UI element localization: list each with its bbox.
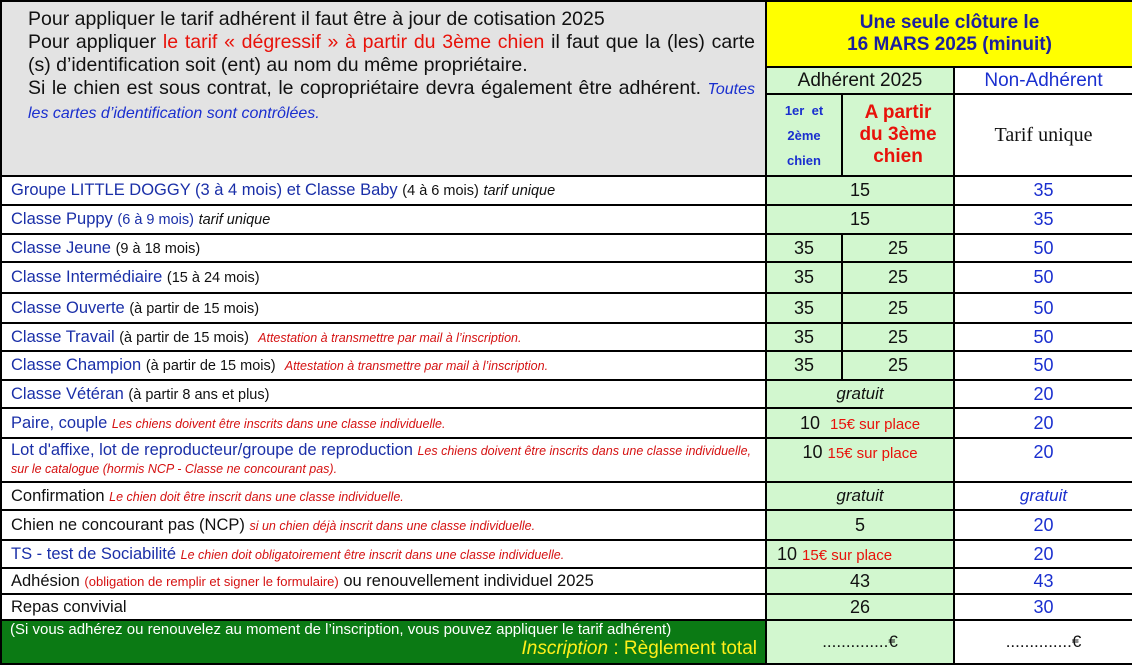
adherent-price: 26 [766,594,954,620]
table-row: Groupe LITTLE DOGGY (3 à 4 mois) et Classe Baby (4 à 6 mois) tarif unique 15 35 [1,176,1132,205]
non-adherent-price: 20 [954,438,1132,482]
table-row: Classe Travail (à partir de 15 mois) Attestation à transmettre par mail à l’inscription. 35 25 50 [1,323,1132,351]
adherent-price-3: 25 [842,351,954,380]
non-adherent-price: 30 [954,594,1132,620]
on-site-price: 15€ sur place [827,445,918,462]
on-site-price: 15€ sur place [802,546,893,564]
adherent-price-1-2: 35 [766,262,842,293]
intro-line-2: Pour appliquer le tarif « dégressif » à partir du 3ème chien il faut que la (les) carte (s) d’identification soit (ent) au nom du même propriétaire. [28,31,755,76]
intro-line-1: Pour appliquer le tarif adhérent il faut être à jour de cotisation 2025 [28,8,605,30]
adherent-price-1-2: 35 [766,351,842,380]
adherent-price: 43 [766,568,954,594]
table-row: Lot d'affixe, lot de reproducteur/groupe de reproduction Les chiens doivent être inscrits dans une classe individuelle, sur le catalogue (hormis NCP - Classe ne concourant pas). 10 15€ sur place 20 [1,438,1132,482]
non-adherent-price: 50 [954,351,1132,380]
intro-panel [1,1,766,176]
table-row: Classe Jeune (9 à 18 mois) 35 25 50 [1,234,1132,262]
table-row: Classe Ouverte (à partir de 15 mois) 35 25 50 [1,293,1132,323]
non-adherent-price: 35 [954,176,1132,205]
degressive-note: le tarif « dégressif » à partir du 3ème chien [162,31,545,53]
non-adherent-price: 20 [954,408,1132,438]
table-row: Classe Intermédiaire (15 à 24 mois) 35 25 50 [1,262,1132,293]
adherent-header: Adhérent 2025 [766,67,954,94]
non-adherent-price: 50 [954,323,1132,351]
non-adherent-price: 20 [954,540,1132,568]
non-adherent-price: 50 [954,234,1132,262]
adherent-price: 15 [766,205,954,234]
closing-line-2: 16 MARS 2025 (minuit) [847,34,1052,55]
adherent-price-3: 25 [842,293,954,323]
table-row: Adhésion (obligation de remplir et signer le formulaire) ou renouvellement individuel 2025 43 43 [1,568,1132,594]
closing-date-banner [766,1,1132,67]
closing-line-1: Une seule clôture le [859,12,1040,33]
footer-note: (Si vous adhérez ou renouvelez au moment de l’inscription, vous pouvez appliquer le tarif adhérent) [10,621,672,638]
table-row: Classe Puppy (6 à 9 mois) tarif unique 15 35 [1,205,1132,234]
non-adherent-header: Non-Adhérent [954,67,1132,94]
footer-total [1,620,766,664]
table-row: Classe Champion (à partir de 15 mois) Attestation à transmettre par mail à l’inscription. 35 25 50 [1,351,1132,380]
first-second-dog-header: 1er et 2ème chien [766,94,842,176]
adherent-price: gratuit [766,380,954,408]
table-row: Chien ne concourant pas (NCP) si un chien déjà inscrit dans une classe individuelle. 5 20 [1,510,1132,540]
intro-line-3: Si le chien est sous contrat, le copropriétaire devra également être adhérent. Toutes les cartes d’identification sont contrôlées. [28,77,755,122]
third-dog-header: A partir du 3ème chien [842,94,954,176]
non-adherent-price: 50 [954,293,1132,323]
adherent-price: 10 15€ sur place [766,408,954,438]
adherent-price-3: 25 [842,262,954,293]
table-row: Classe Vétéran (à partir 8 ans et plus) gratuit 20 [1,380,1132,408]
adherent-price-3: 25 [842,323,954,351]
tarif-unique-header: Tarif unique [954,94,1132,176]
adherent-price-3: 25 [842,234,954,262]
adherent-price: 10 15€ sur place [766,540,954,568]
adherent-price-1-2: 35 [766,323,842,351]
non-adherent-price: 50 [954,262,1132,293]
on-site-price: 15€ sur place [829,415,921,433]
adherent-price: gratuit [766,482,954,510]
non-adherent-price: 20 [954,380,1132,408]
total-label: Inscription : Règlement total [521,638,757,659]
adherent-price: 15 [766,176,954,205]
non-adherent-total-field[interactable]: ..............€ [954,620,1132,664]
adherent-total-field[interactable]: ..............€ [766,620,954,664]
table-row: Confirmation Le chien doit être inscrit dans une classe individuelle. gratuit gratuit [1,482,1132,510]
non-adherent-price: 20 [954,510,1132,540]
adherent-price: 5 [766,510,954,540]
table-row: Repas convivial 26 30 [1,594,1132,620]
table-row: TS - test de Sociabilité Le chien doit obligatoirement être inscrit dans une classe individuelle. 10 15€ sur place 20 [1,540,1132,568]
id-cards-note: Toutes les cartes d’identification sont contrôlées. [28,81,755,122]
adherent-price-1-2: 35 [766,293,842,323]
adherent-price: 10 15€ sur place [766,438,954,482]
non-adherent-price: gratuit [954,482,1132,510]
non-adherent-price: 35 [954,205,1132,234]
adherent-price-1-2: 35 [766,234,842,262]
non-adherent-price: 43 [954,568,1132,594]
table-row: Paire, couple Les chiens doivent être inscrits dans une classe individuelle. 10 15€ sur place 20 [1,408,1132,438]
